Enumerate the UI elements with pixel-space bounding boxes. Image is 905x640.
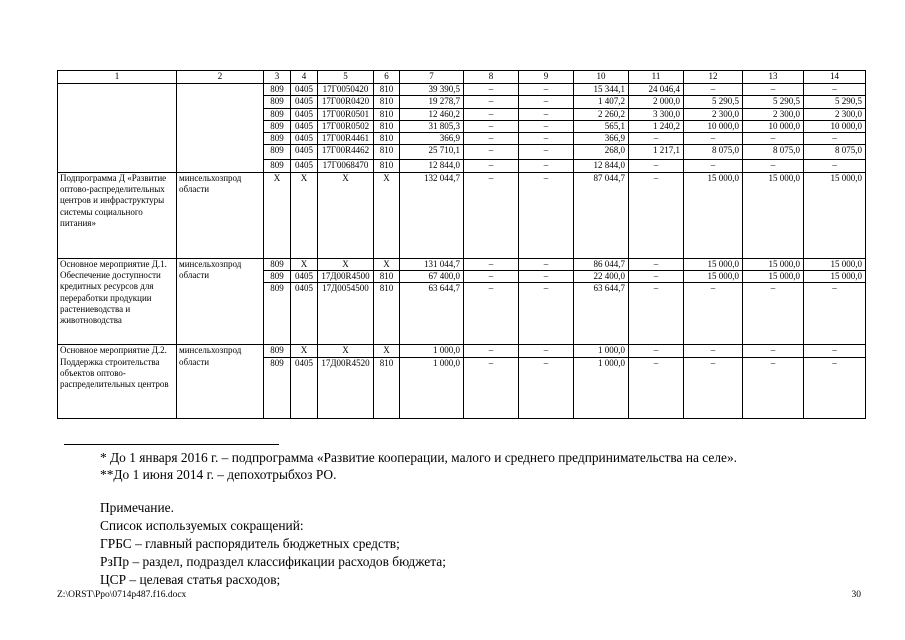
table-cell: – — [464, 160, 519, 172]
table-cell: – — [629, 357, 684, 418]
table-cell: – — [519, 120, 574, 132]
table-cell: 0405 — [291, 145, 318, 160]
table-cell: – — [519, 357, 574, 418]
table-cell: 132 044,7 — [400, 172, 464, 258]
program-name-cell: Основное мероприятие Д.1. Обеспечение доступности кредитных ресурсов для переработки продукции растениеводства и животноводства — [58, 258, 177, 345]
table-cell: – — [684, 283, 743, 345]
table-cell: 63 644,7 — [574, 283, 629, 345]
table-cell: 10 000,0 — [684, 120, 743, 132]
table-cell: – — [684, 133, 743, 145]
table-cell: 86 044,7 — [574, 258, 629, 270]
table-cell: 12 460,2 — [400, 108, 464, 120]
table-cell: 1 000,0 — [574, 345, 629, 357]
table-cell: – — [519, 108, 574, 120]
table-cell: – — [464, 271, 519, 283]
table-row — [58, 345, 866, 357]
table-row — [58, 84, 866, 96]
column-header: 4 — [291, 71, 318, 84]
table-cell: Х — [374, 258, 400, 270]
table-cell: Х — [264, 172, 291, 258]
table-cell: – — [464, 283, 519, 345]
table-cell: 25 710,1 — [400, 145, 464, 160]
table-cell: 0405 — [291, 120, 318, 132]
table-cell: Х — [318, 258, 374, 270]
table-cell: 0405 — [291, 84, 318, 96]
table-cell: 87 044,7 — [574, 172, 629, 258]
table-cell: 0405 — [291, 160, 318, 172]
executor-cell: минсельхозпрод области — [177, 258, 264, 345]
table-cell: 15 000,0 — [743, 258, 804, 270]
table-cell: 8 075,0 — [804, 145, 866, 160]
table-cell: 809 — [264, 84, 291, 96]
table-cell: 8 075,0 — [684, 145, 743, 160]
column-header: 8 — [464, 71, 519, 84]
column-header: 5 — [318, 71, 374, 84]
table-cell: 17Г00R0420 — [318, 96, 374, 108]
table-cell: 809 — [264, 283, 291, 345]
executor-cell: минсельхозпрод области — [177, 172, 264, 258]
footnote-1: * До 1 января 2016 г. – подпрограмма «Развитие кооперации, малого и среднего предпринимательства на селе». — [100, 450, 738, 465]
table-cell: – — [684, 345, 743, 357]
table-cell: 5 290,5 — [743, 96, 804, 108]
table-cell: 12 844,0 — [574, 160, 629, 172]
table-cell: 366,9 — [400, 133, 464, 145]
table-cell: – — [629, 271, 684, 283]
table-cell: – — [684, 357, 743, 418]
table-cell: 17Д00R4500 — [318, 271, 374, 283]
table-cell: 10 000,0 — [804, 120, 866, 132]
table-cell: 17Г00R4462 — [318, 145, 374, 160]
table-cell: 10 000,0 — [743, 120, 804, 132]
table-cell: 810 — [374, 84, 400, 96]
note-heading: Примечание. — [100, 500, 174, 515]
table-cell: 809 — [264, 120, 291, 132]
table-cell: 809 — [264, 96, 291, 108]
footnote-separator — [64, 444, 279, 445]
table-cell: 39 390,5 — [400, 84, 464, 96]
column-header: 11 — [629, 71, 684, 84]
table-cell: 8 075,0 — [743, 145, 804, 160]
table-cell: 17Г0068470 — [318, 160, 374, 172]
table-cell: – — [519, 160, 574, 172]
executor-cell: минсельхозпрод области — [177, 345, 264, 418]
table-cell: 810 — [374, 283, 400, 345]
table-cell: Х — [374, 172, 400, 258]
table-cell: – — [464, 84, 519, 96]
table-cell: 2 260,2 — [574, 108, 629, 120]
table-cell: – — [464, 172, 519, 258]
table-cell: 810 — [374, 133, 400, 145]
footnote-2: **До 1 июня 2014 г. – депохотрыбхоз РО. — [100, 467, 337, 482]
abbreviation-csr: ЦСР – целевая статья расходов; — [100, 572, 281, 587]
table-cell: – — [519, 271, 574, 283]
column-header: 3 — [264, 71, 291, 84]
table-cell: – — [519, 84, 574, 96]
table-cell: 15 000,0 — [804, 271, 866, 283]
table-cell: 19 278,7 — [400, 96, 464, 108]
column-header: 10 — [574, 71, 629, 84]
table-cell: 809 — [264, 271, 291, 283]
table-cell: 809 — [264, 357, 291, 418]
column-header: 14 — [804, 71, 866, 84]
table-cell: 17Д00R4520 — [318, 357, 374, 418]
table-cell: 15 000,0 — [804, 172, 866, 258]
column-header: 1 — [58, 71, 177, 84]
table-cell: 15 000,0 — [743, 271, 804, 283]
table-cell: 810 — [374, 145, 400, 160]
table-cell: 2 300,0 — [804, 108, 866, 120]
table-cell: 1 407,2 — [574, 96, 629, 108]
table-cell: 63 644,7 — [400, 283, 464, 345]
table-cell: 810 — [374, 120, 400, 132]
table-cell: 15 000,0 — [684, 258, 743, 270]
table-cell: 3 300,0 — [629, 108, 684, 120]
table-cell: – — [464, 357, 519, 418]
table-cell: – — [743, 84, 804, 96]
table-cell: 131 044,7 — [400, 258, 464, 270]
table-cell: 1 240,2 — [629, 120, 684, 132]
table-cell: 15 000,0 — [684, 172, 743, 258]
table-cell: – — [629, 258, 684, 270]
table-cell: 809 — [264, 345, 291, 357]
table-cell: 1 000,0 — [574, 357, 629, 418]
table-cell: 0405 — [291, 357, 318, 418]
table-cell: – — [519, 345, 574, 357]
table-cell: Х — [291, 345, 318, 357]
header-row — [58, 71, 866, 84]
table-cell: – — [629, 133, 684, 145]
table-cell: 2 300,0 — [684, 108, 743, 120]
table-cell: – — [464, 108, 519, 120]
table-cell: – — [804, 160, 866, 172]
table-cell: – — [464, 96, 519, 108]
table-cell: 17Г00R0502 — [318, 120, 374, 132]
table-cell: 1 217,1 — [629, 145, 684, 160]
table-cell: 15 000,0 — [684, 271, 743, 283]
column-header: 13 — [743, 71, 804, 84]
program-name-cell — [58, 84, 177, 173]
table-cell: – — [804, 345, 866, 357]
table-cell: – — [519, 283, 574, 345]
table-cell: – — [464, 120, 519, 132]
table-cell: 5 290,5 — [684, 96, 743, 108]
table-cell: – — [519, 96, 574, 108]
table-cell: – — [519, 145, 574, 160]
table-cell: Х — [318, 345, 374, 357]
table-row — [58, 172, 866, 258]
table-cell: – — [519, 172, 574, 258]
table-cell: – — [629, 345, 684, 357]
table-cell: Х — [291, 258, 318, 270]
table-cell: – — [519, 133, 574, 145]
table-cell: 17Г0050420 — [318, 84, 374, 96]
table-cell: 0405 — [291, 96, 318, 108]
table-cell: – — [743, 357, 804, 418]
table-cell: – — [464, 258, 519, 270]
table-cell: 2 300,0 — [743, 108, 804, 120]
table-cell: 809 — [264, 133, 291, 145]
page-number: 30 — [851, 590, 861, 600]
table-cell: 810 — [374, 96, 400, 108]
column-header: 12 — [684, 71, 743, 84]
table-cell: 15 344,1 — [574, 84, 629, 96]
table-cell: 810 — [374, 160, 400, 172]
table-cell: 22 400,0 — [574, 271, 629, 283]
table-cell: 1 000,0 — [400, 357, 464, 418]
table-cell: 810 — [374, 108, 400, 120]
table-cell: 810 — [374, 357, 400, 418]
table-cell: – — [804, 283, 866, 345]
table-cell: 565,1 — [574, 120, 629, 132]
table-cell: 12 844,0 — [400, 160, 464, 172]
file-path: Z:\ORST\Ppo\0714p487.f16.docx — [57, 590, 187, 600]
table-cell: 0405 — [291, 108, 318, 120]
table-cell: – — [629, 172, 684, 258]
table-cell: – — [804, 84, 866, 96]
table-cell: 2 000,0 — [629, 96, 684, 108]
program-name-cell: Основное мероприятие Д.2. Поддержка строительства объектов оптово-распределительных центров — [58, 345, 177, 418]
table-cell: 809 — [264, 108, 291, 120]
table-cell: 5 290,5 — [804, 96, 866, 108]
table-cell: 0405 — [291, 283, 318, 345]
abbreviation-rzpr: РзПр – раздел, подраздел классификации расходов бюджета; — [100, 554, 446, 569]
table-cell: 809 — [264, 160, 291, 172]
table-cell: 809 — [264, 145, 291, 160]
table-cell: – — [804, 357, 866, 418]
table-cell: Х — [318, 172, 374, 258]
table-cell: – — [743, 133, 804, 145]
table-cell: 810 — [374, 271, 400, 283]
table-cell: – — [519, 258, 574, 270]
abbreviation-grbs: ГРБС – главный распорядитель бюджетных средств; — [100, 536, 400, 551]
table-cell: 17Г00R0501 — [318, 108, 374, 120]
table-cell: 366,9 — [574, 133, 629, 145]
table-cell: – — [464, 133, 519, 145]
table-cell: 15 000,0 — [804, 258, 866, 270]
table-cell: 31 805,3 — [400, 120, 464, 132]
table-cell: – — [629, 283, 684, 345]
table-cell: – — [743, 160, 804, 172]
column-header: 7 — [400, 71, 464, 84]
table-cell: 268,0 — [574, 145, 629, 160]
budget-table — [57, 70, 866, 419]
table-cell: 24 046,4 — [629, 84, 684, 96]
table-cell: – — [464, 145, 519, 160]
executor-cell — [177, 84, 264, 173]
table-cell: – — [743, 345, 804, 357]
program-name-cell: Подпрограмма Д «Развитие оптово-распределительных центров и инфраструктуры системы социального питания» — [58, 172, 177, 258]
column-header: 2 — [177, 71, 264, 84]
abbreviations-title: Список используемых сокращений: — [100, 518, 304, 533]
table-cell: 1 000,0 — [400, 345, 464, 357]
table-cell: 67 400,0 — [400, 271, 464, 283]
table-cell: – — [629, 160, 684, 172]
table-cell: 17Д0054500 — [318, 283, 374, 345]
column-header: 9 — [519, 71, 574, 84]
table-cell: 17Г00R4461 — [318, 133, 374, 145]
table-row — [58, 258, 866, 270]
table-cell: Х — [291, 172, 318, 258]
table-cell: – — [684, 84, 743, 96]
table-cell: 0405 — [291, 133, 318, 145]
table-cell: – — [464, 345, 519, 357]
table-cell: 15 000,0 — [743, 172, 804, 258]
table-cell: – — [804, 133, 866, 145]
table-cell: – — [743, 283, 804, 345]
table-cell: – — [684, 160, 743, 172]
table-cell: Х — [374, 345, 400, 357]
table-cell: 809 — [264, 258, 291, 270]
table-cell: 0405 — [291, 271, 318, 283]
column-header: 6 — [374, 71, 400, 84]
